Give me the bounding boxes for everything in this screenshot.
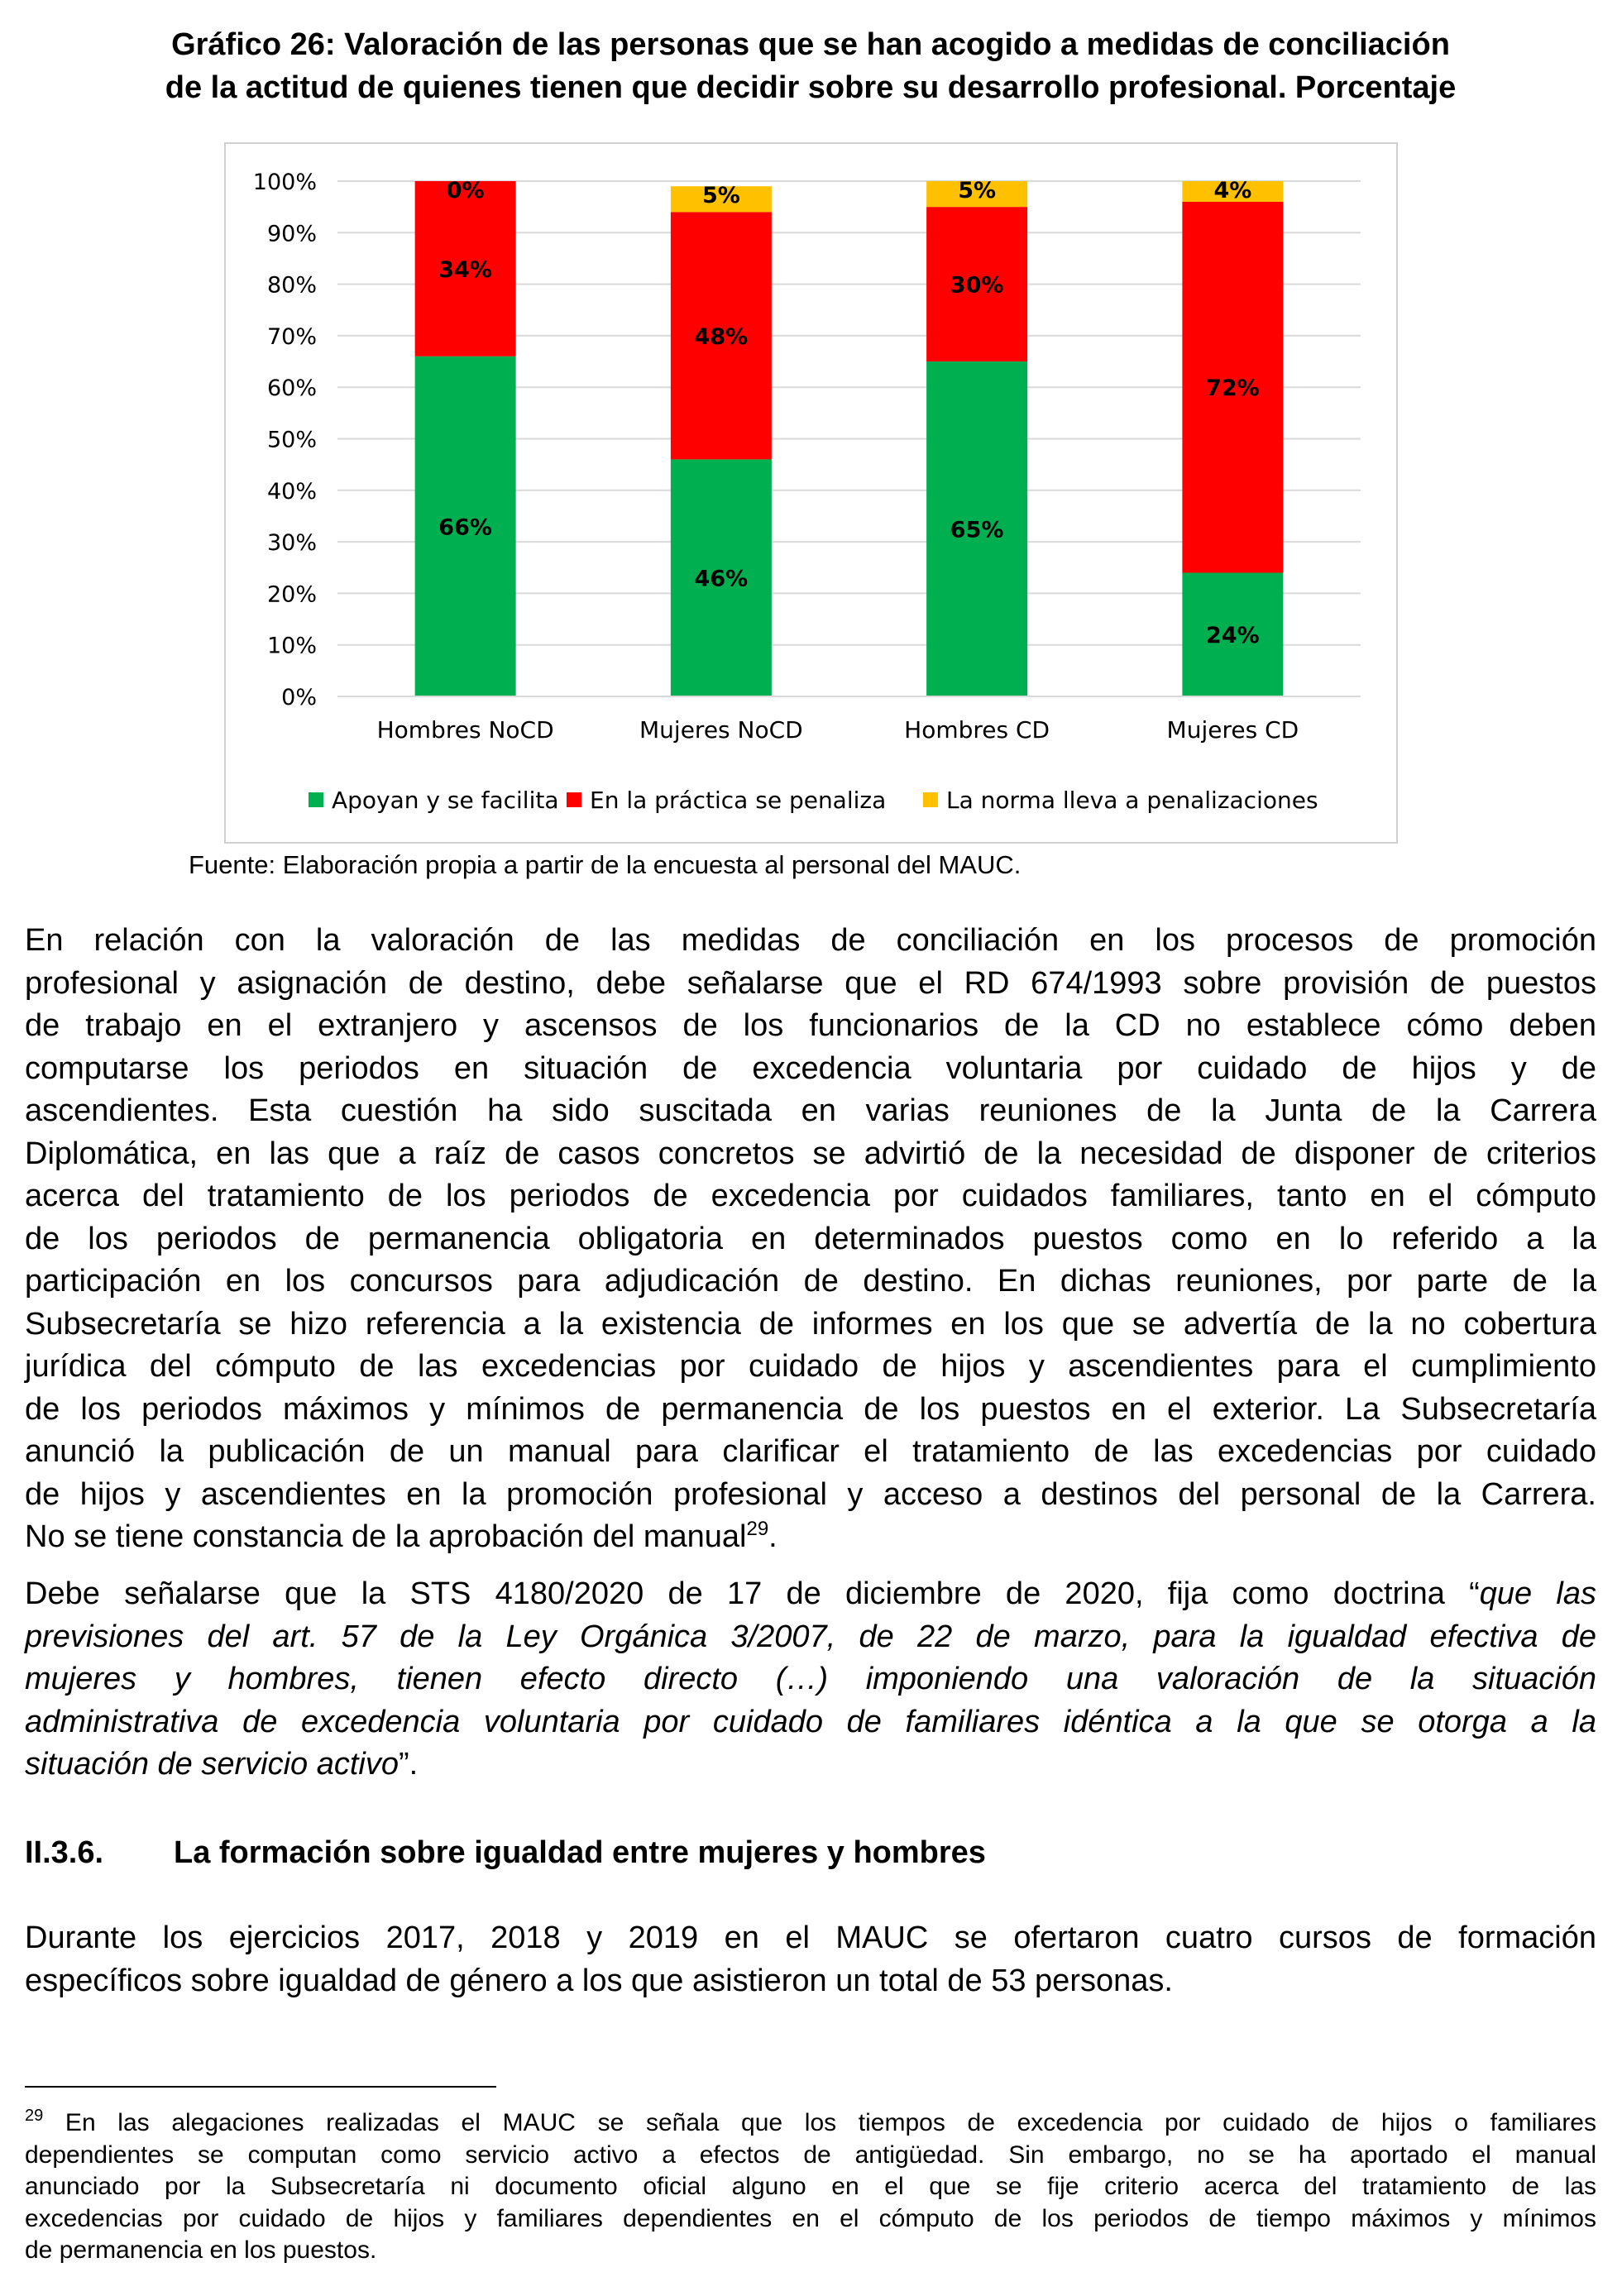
p1-line xyxy=(25,1431,1596,1474)
p1-line-text: acerca del tratamiento de los periodos de excedencia por cuidados familiares, tanto en el cómputo xyxy=(25,1179,1596,1213)
legend-swatch xyxy=(309,792,323,807)
p1-line xyxy=(25,963,1596,1006)
legend-label: La norma lleva a penalizaciones xyxy=(946,787,1318,814)
p2-line-4: administrativa de excedencia voluntaria por cuidado de familiares idéntica a la que se otorga a la xyxy=(25,1704,1596,1739)
x-category-label: Hombres NoCD xyxy=(376,716,554,744)
p1-line xyxy=(25,1090,1596,1133)
p1-line-text: de hijos y ascendientes en la promoción profesional y acceso a destinos del personal de la Carrera. xyxy=(25,1476,1596,1512)
footnote-line xyxy=(25,2171,1596,2203)
p1-line xyxy=(25,1303,1596,1347)
p1-line-text: de los periodos de permanencia obligatoria en determinados puestos como en lo referido a la xyxy=(25,1221,1596,1256)
p1-line xyxy=(25,1389,1596,1432)
legend-swatch xyxy=(567,792,581,807)
y-tick-label: 20% xyxy=(266,581,317,608)
footnote-line-text: En las alegaciones realizadas el MAUC se señala que los tiempos de excedencia por cuidado de hijos o familiares xyxy=(43,2109,1596,2136)
y-tick-label: 60% xyxy=(266,375,317,402)
data-label: 5% xyxy=(701,183,740,209)
data-label: 48% xyxy=(694,323,749,350)
p1-line-text: En relación con la valoración de las medidas de conciliación en los procesos de promoción xyxy=(25,923,1596,958)
section-heading xyxy=(25,1831,986,1874)
chart-title-line-1: Gráfico 26: Valoración de las personas que se han acogido a medidas de conciliación xyxy=(171,27,1450,62)
footnote-line-text: anunciado por la Subsecretaría ni documento oficial alguno en el que se fije criterio acerca del tratamiento de las xyxy=(25,2173,1596,2200)
chart-title-line-2: de la actitud de quienes tienen que decidir sobre su desarrollo profesional. Porcentaje xyxy=(165,70,1457,105)
data-label: 4% xyxy=(1213,178,1252,203)
p1-line xyxy=(25,1005,1596,1048)
y-tick-label: 70% xyxy=(266,323,317,350)
p1-line-text: computarse los periodos en situación de excedencia voluntaria por cuidado de hijos y de xyxy=(25,1050,1596,1086)
y-tick-label: 90% xyxy=(266,221,317,247)
footnote-line xyxy=(25,2107,1596,2140)
data-label: 30% xyxy=(950,272,1004,299)
p1-line xyxy=(25,1516,1596,1559)
x-category-label: Mujeres NoCD xyxy=(639,716,803,744)
p1-line xyxy=(25,1048,1596,1091)
p1-line-text: de los periodos máximos y mínimos de permanencia de los puestos en el exterior. La Subsecretaría xyxy=(25,1391,1596,1427)
p1-line-text: Subsecretaría se hizo referencia a la existencia de informes en los que se advertía de la no cobertura xyxy=(25,1306,1596,1342)
p2-line-3: mujeres y hombres, tienen efecto directo (…) imponiendo una valoración de la situación xyxy=(25,1662,1596,1696)
p1-line xyxy=(25,1218,1596,1261)
footnote-line-text: de permanencia en los puestos. xyxy=(25,2236,377,2264)
section-title: La formación sobre igualdad entre mujeres y hombres xyxy=(174,1835,986,1870)
p1-line xyxy=(25,1175,1596,1218)
footnote-number: 29 xyxy=(25,2107,44,2125)
p2-line-5: situación de servicio activo xyxy=(25,1747,399,1782)
data-label: 72% xyxy=(1206,375,1260,402)
x-category-label: Hombres CD xyxy=(904,716,1050,744)
data-label: 34% xyxy=(438,256,492,283)
p1-line-text: profesional y asignación de destino, debe señalarse que el RD 674/1993 sobre provisión de puestos xyxy=(25,965,1596,1001)
footnote-separator xyxy=(25,2086,496,2088)
legend-label: Apoyan y se facilita xyxy=(332,787,559,814)
p2-line-1-quote: que las xyxy=(1479,1576,1596,1611)
p1-line-text: participación en los concursos para adjudicación de destino. En dichas reuniones, por parte de la xyxy=(25,1264,1596,1299)
p3-line: Durante los ejercicios 2017, 2018 y 2019 en el MAUC se ofertaron cuatro cursos de formación xyxy=(25,1921,1596,1955)
p2-line-1: Debe señalarse que la STS 4180/2020 de 17 de diciembre de 2020, fija como doctrina “ xyxy=(25,1576,1480,1611)
p2-line-5-end: ”. xyxy=(399,1747,419,1782)
y-tick-label: 40% xyxy=(266,478,317,505)
p1-line xyxy=(25,920,1596,963)
p1-line-text: ascendientes. Esta cuestión ha sido suscitada en varias reuniones de la Junta de la Carrera xyxy=(25,1093,1596,1128)
footnote xyxy=(25,2107,1596,2267)
legend-label: En la práctica se penaliza xyxy=(590,787,887,814)
p1-line-text: No se tiene constancia de la aprobación del manual xyxy=(25,1519,747,1554)
chart-title xyxy=(66,23,1555,109)
data-label: 65% xyxy=(950,517,1004,543)
footnote-line xyxy=(25,2140,1596,2172)
p1-line xyxy=(25,1133,1596,1176)
chart-source: Fuente: Elaboración propia a partir de la encuesta al personal del MAUC. xyxy=(189,850,1022,879)
paragraph-training xyxy=(25,1917,1596,2002)
data-label: 5% xyxy=(958,178,997,203)
p1-line-text: Diplomática, en las que a raíz de casos concretos se advirtió de la necesidad de disponer de criterios xyxy=(25,1136,1596,1171)
legend-swatch xyxy=(923,792,938,807)
y-tick-label: 10% xyxy=(266,633,317,659)
p1-end: . xyxy=(768,1519,778,1554)
stacked-bar-chart xyxy=(224,142,1398,844)
p1-line xyxy=(25,1474,1596,1517)
y-tick-label: 50% xyxy=(266,427,317,453)
footnote-line-text: dependientes se computan como servicio activo a efectos de antigüedad. Sin embargo, no se ha aportado el manual xyxy=(25,2141,1596,2169)
p1-line xyxy=(25,1260,1596,1303)
y-tick-label: 100% xyxy=(252,170,317,195)
data-label: 66% xyxy=(438,514,492,541)
section-number: II.3.6. xyxy=(25,1835,104,1870)
p1-line-text: de trabajo en el extranjero y ascensos de los funcionarios de la CD no establece cómo deben xyxy=(25,1008,1596,1043)
p2-line-2: previsiones del art. 57 de la Ley Orgánica 3/2007, de 22 de marzo, para la igualdad efectiva de xyxy=(25,1619,1596,1654)
data-label: 24% xyxy=(1206,623,1260,649)
p1-line-text: jurídica del cómputo de las excedencias por cuidado de hijos y ascendientes para el cumplimiento xyxy=(25,1349,1596,1384)
data-label: 0% xyxy=(446,178,485,203)
footnote-line xyxy=(25,2203,1596,2236)
paragraph-conciliation xyxy=(25,920,1596,1559)
y-tick-label: 80% xyxy=(266,272,317,299)
paragraph-sts-doctrine xyxy=(25,1573,1596,1787)
p3-line: específicos sobre igualdad de género a los que asistieron un total de 53 personas. xyxy=(25,1963,1173,1998)
p1-line-text: anunció la publicación de un manual para clarificar el tratamiento de las excedencias por cuidado xyxy=(25,1434,1596,1469)
footnote-line xyxy=(25,2235,1596,2267)
footnote-line-text: excedencias por cuidado de hijos y familiares dependientes en el cómputo de los periodos de tiempo máximos y mínimos xyxy=(25,2204,1596,2232)
x-category-label: Mujeres CD xyxy=(1166,716,1299,744)
data-label: 46% xyxy=(694,566,749,592)
p1-line xyxy=(25,1346,1596,1389)
y-tick-label: 30% xyxy=(266,530,317,557)
footnote-reference[interactable]: 29 xyxy=(746,1518,769,1540)
y-tick-label: 0% xyxy=(281,685,317,710)
chart-canvas xyxy=(226,144,1396,842)
